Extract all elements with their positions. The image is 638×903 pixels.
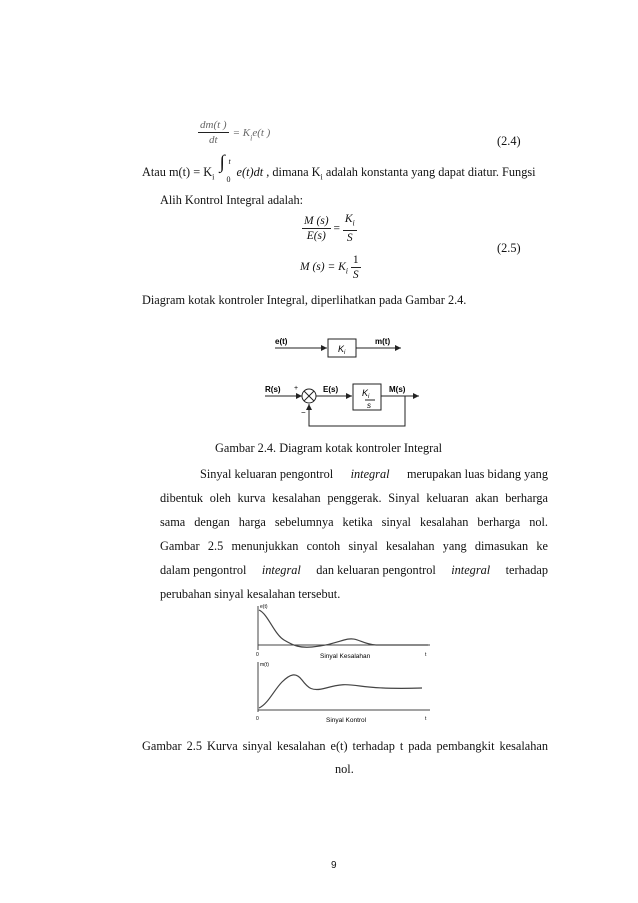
para2-line2: dibentuk oleh kurva kesalahan penggerak. Sinyal keluaran akan berharga: [160, 491, 548, 505]
fig25-bot-xend: t: [425, 716, 427, 722]
fig24-block-diagram: [255, 330, 425, 434]
fig25-bot-xlabel: Sinyal Kontrol: [326, 717, 367, 724]
para2-line1: [200, 466, 548, 482]
eq24-lhs-denominator: dt: [209, 134, 218, 146]
eq25-c-num: 1: [352, 254, 359, 266]
integrand: e(t)dt: [236, 165, 264, 179]
para2-l5-d: integral: [451, 563, 491, 577]
para1-post: , dimana K: [266, 165, 321, 179]
fig24-minus-sign: −: [301, 408, 306, 417]
fig24-bot-in-label: R(s): [265, 385, 281, 394]
fig24-bot-block-den: s: [367, 401, 371, 410]
fig25-top-ylabel: e(t): [260, 604, 268, 610]
fig25-control-curve: [259, 675, 422, 708]
fig25-error-curve: [259, 610, 428, 647]
fig24-top-block-label: $K_i$: [338, 344, 346, 356]
fig25-caption-line1: Gambar 2.5 Kurva sinyal kesalahan e(t) terhadap t pada pembangkit kesalahan: [142, 739, 548, 753]
integral-upper: t: [228, 157, 231, 166]
eq25-b-num-sub: i: [352, 218, 355, 228]
para2-l5-b: integral: [261, 563, 301, 577]
eq25-c-lhs: M (s) = K: [300, 261, 346, 274]
para2-line5: [160, 562, 548, 578]
para1-line1: [142, 152, 536, 185]
fig25-bot-ylabel: m(t): [260, 662, 269, 668]
equation-2-5a: [302, 212, 357, 245]
para2-line3: sama dengan harga sebelumnya ketika sinyal kesalahan berharga nol.: [160, 515, 548, 529]
para2-l1-a: Sinyal keluaran pengontrol: [200, 467, 334, 481]
fig25-caption-line2: nol.: [335, 762, 354, 776]
fig25-top-xlabel: Sinyal Kesalahan: [320, 653, 371, 660]
para1-post-sub: i: [320, 172, 323, 182]
eq25-c-den: S: [352, 269, 359, 281]
fig24-intro: Diagram kotak kontroler Integral, diperlihatkan pada Gambar 2.4.: [142, 293, 467, 307]
para1-line2: Alih Kontrol Integral adalah:: [160, 193, 304, 207]
para2-l5-c: dan keluaran pengontrol: [316, 563, 436, 577]
fig25-bot-origin: 0: [256, 716, 259, 722]
fig24-top-in-label: e(t): [275, 337, 288, 346]
para1-pre-sub: i: [212, 172, 215, 182]
eq24-rhs-tail: e(t ): [252, 127, 271, 140]
page-number: 9: [331, 860, 337, 871]
para2-l5-e: terhadap: [505, 563, 548, 577]
fig24-feedback-line: [309, 396, 405, 426]
fig24-caption: Gambar 2.4. Diagram kotak kontroler Integral: [215, 441, 443, 455]
para1-pre: Atau m(t) = K: [142, 165, 213, 179]
para2-l1-c: merupakan luas bidang yang: [406, 467, 548, 481]
para2-l1-b: integral: [350, 467, 390, 481]
para2-line4: Gambar 2.5 menunjukkan contoh sinyal kesalahan yang dimasukan ke: [160, 539, 548, 553]
fig24-plus-sign: +: [294, 385, 299, 392]
integral-lower: 0: [226, 175, 231, 184]
fig24-top-out-label: m(t): [375, 337, 391, 346]
equation-2-5-number: (2.5): [497, 241, 521, 255]
fig25-top-origin: 0: [256, 652, 259, 658]
eq25-eq: =: [333, 222, 340, 235]
fig24-bot-block-num: $K_i$: [362, 388, 370, 400]
para2-l5-a: dalam pengontrol: [160, 563, 247, 577]
eq25-b-den: S: [346, 232, 353, 245]
para1-tail: adalah konstanta yang dapat diatur. Fungsi: [325, 165, 536, 179]
eq25-a-den: E(s): [306, 230, 326, 243]
eq24-rhs-sub: i: [250, 133, 253, 143]
fig25-top-xend: t: [425, 652, 427, 658]
equation-2-5b: [300, 253, 361, 282]
fig24-bot-err-label: E(s): [323, 385, 339, 394]
eq25-c-sub: i: [345, 266, 349, 276]
para2-line6: perubahan sinyal kesalahan tersebut.: [160, 587, 341, 601]
fig25-curves: [250, 600, 440, 730]
integral-sign: ∫ t 0: [217, 160, 233, 176]
fig24-bot-out-label: M(s): [389, 385, 406, 394]
eq25-b-num: $K_i$: [343, 212, 357, 231]
eq24-lhs-numerator: dm(t ): [200, 119, 227, 131]
eq24-rhs: = K: [232, 127, 251, 140]
eq25-a-num: M (s): [304, 215, 329, 228]
equation-2-4-number: (2.4): [497, 134, 521, 148]
equation-2-4: [198, 118, 270, 147]
